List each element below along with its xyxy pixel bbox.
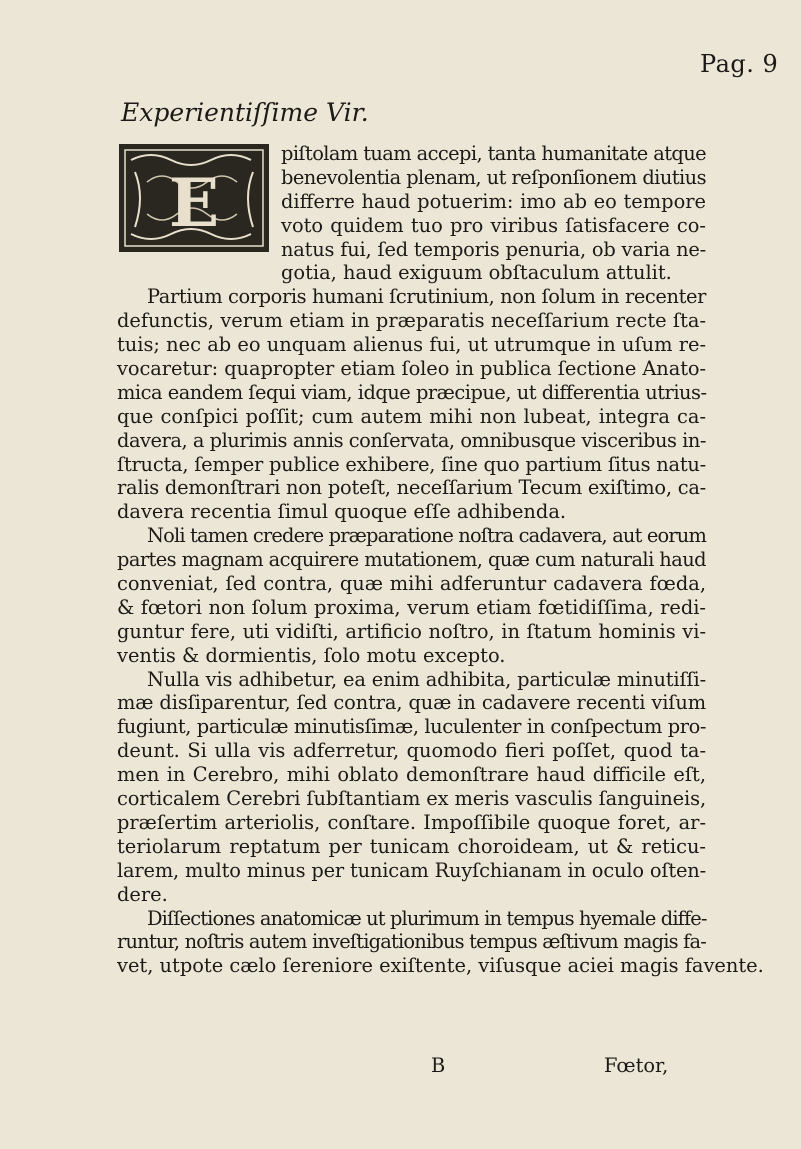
body-line: deunt. Si ulla vis adferretur, quomodo fieri poſſet, quod ta-	[117, 739, 706, 763]
letter-body	[117, 142, 764, 978]
body-line: ralis demonſtrari non poteſt, neceſſarium Tecum exiſtimo, ca-	[117, 476, 706, 500]
body-line: vet, utpote cælo ſereniore exiſtente, viſusque aciei magis favente.	[117, 954, 764, 978]
body-line: piſtolam tuam accepi, tanta humanitate atque	[281, 142, 706, 165]
body-line: men in Cerebro, mihi oblato demonſtrare haud difficile eſt,	[117, 763, 706, 787]
salutation: Experientiſſime Vir.	[121, 98, 369, 127]
body-line: partes magnam acquirere mutationem, quæ cum naturali haud	[117, 548, 706, 572]
body-line: defunctis, verum etiam in præparatis neceſſarium recte ſta-	[117, 309, 706, 333]
body-line: benevolentia plenam, ut reſponſionem diutius	[281, 165, 706, 189]
body-line: natus fui, ſed temporis penuria, ob varia ne-	[281, 237, 706, 261]
body-line: ventis & dormientis, ſolo motu excepto.	[117, 643, 506, 667]
body-line: differre haud potuerim: imo ab eo tempore	[281, 189, 706, 213]
body-line: voto quidem tuo pro viribus ſatisfacere co-	[281, 213, 706, 237]
body-line: davera, a plurimis annis conſervata, omnibusque visceribus in-	[117, 428, 706, 452]
body-line: vocaretur: quapropter etiam ſoleo in publica ſectione Anato-	[117, 357, 706, 381]
body-line: conveniat, ſed contra, quæ mihi adferuntur cadavera fœda,	[117, 572, 706, 596]
body-line: tuis; nec ab eo unquam alienus fui, ut utrumque in uſum re-	[117, 333, 706, 357]
body-line: mica eandem ſequi viam, idque præcipue, ut differentia utrius-	[117, 380, 707, 404]
body-line: teriolarum reptatum per tunicam choroideam, ut & reticu-	[117, 834, 706, 858]
catchword: Fœtor,	[604, 1054, 669, 1077]
body-line: Nulla vis adhibetur, ea enim adhibita, particulæ minutiſſi-	[147, 667, 706, 691]
page-number: Pag. 9	[700, 50, 779, 78]
body-line: præſertim arteriolis, conſtare. Impoſſibile quoque foret, ar-	[117, 810, 706, 834]
body-line: dere.	[117, 882, 168, 906]
body-line: corticalem Cerebri ſubſtantiam ex meris vasculis ſanguineis,	[117, 787, 706, 811]
body-line: Diſſectiones anatomicæ ut plurimum in tempus hyemale diffe-	[147, 906, 707, 930]
body-line: davera recentia ſimul quoque eſſe adhibenda.	[117, 500, 567, 524]
body-line: que conſpici poſſit; cum autem mihi non lubeat, integra ca-	[117, 404, 706, 428]
body-line: guntur fere, uti vidiſti, artificio noſtro, in ſtatum hominis vi-	[117, 619, 706, 643]
body-line: larem, multo minus per tunicam Ruyſchianam in oculo oſten-	[117, 858, 706, 882]
body-line: gotia, haud exiguum obſtaculum attulit.	[281, 261, 672, 285]
body-line: Partium corporis humani ſcrutinium, non ſolum in recenter	[147, 285, 706, 309]
body-line: Noli tamen credere præparatione noſtra cadavera, aut eorum	[147, 524, 706, 548]
signature-mark: B	[431, 1054, 446, 1077]
body-line: & fœtori non ſolum proxima, verum etiam fœtidiſſima, redi-	[117, 595, 706, 619]
body-line: ſtructa, ſemper publice exhibere, ſine quo partium ſitus natu-	[117, 452, 706, 476]
body-line: fugiunt, particulæ minutisſimæ, luculenter in conſpectum pro-	[117, 715, 706, 739]
body-line: mæ disſiparentur, ſed contra, quæ in cadavere recenti viſum	[117, 691, 706, 715]
initial-letter: E	[168, 164, 220, 242]
body-line: runtur, noſtris autem inveſtigationibus tempus æſtivum magis fa-	[117, 930, 706, 954]
